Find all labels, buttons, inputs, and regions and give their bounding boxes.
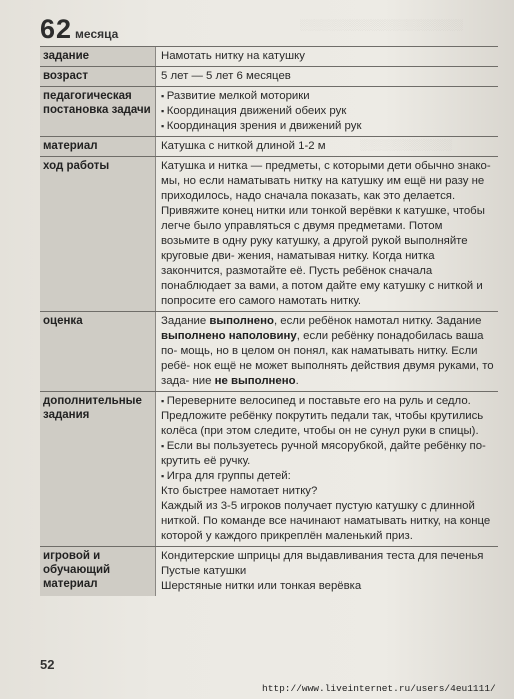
row-value: Намотать нитку на катушку xyxy=(161,50,305,62)
bleed-through-text: ░░░░░░░░░░░░░░░░░░░░░░░ xyxy=(300,20,463,31)
extra-item: ▪ Если вы пользуетесь ручной мясорубкой, дайте ребёнку по- крутить её ручку. xyxy=(161,439,494,469)
row-value: 5 лет — 5 лет 6 месяцев xyxy=(161,70,291,82)
procedure-text: Катушка и нитка — предметы, с которыми дети обычно знако- мы, но если наматывать нитку на катушку им ещё ни разу не приходилось, надо сначала показать, как это делается. Привяжите конец нитки или тонкой верёвки к катушке, чтобы легче было управляться с двумя предметами. xyxy=(161,160,491,232)
evaluation-text: Задание xyxy=(161,315,210,327)
procedure-text: Потом возьмите в одну руку катушку, а другой рукой выполняйте круговые дви- жения, наматывая нитку. Когда нитка закончится, размотайте её. Пусть ребёнок сначала понаблюдает за вами, а потом дайте ему катушку с ниткой и попросите его самого намотать нитку. xyxy=(161,220,483,307)
row-label: возраст xyxy=(40,67,156,86)
row-procedure xyxy=(40,157,498,312)
row-label: педагогическая постановка задачи xyxy=(40,87,156,136)
goal-item: ▪ Координация движений обеих рук xyxy=(161,104,494,119)
page-number: 52 xyxy=(40,657,55,672)
row-material xyxy=(40,137,498,157)
row-task xyxy=(40,46,498,67)
game-text: Каждый из 3-5 игроков получает пустую катушку с длинной ниткой. По команде все начинают наматывать нитку, на конце которой у каждого прикреплён маленький приз. xyxy=(161,500,491,542)
row-label: оценка xyxy=(40,312,156,391)
extra-item: ▪ Игра для группы детей: xyxy=(161,469,494,484)
material-line: Кондитерские шприцы для выдавливания теста для печенья xyxy=(161,550,484,562)
month-unit: месяца xyxy=(75,27,119,41)
extra-item: ▪ Переверните велосипед и поставьте его на руль и седло. Предложите ребёнку покрутить педали так, чтобы крутились колёса (при этом следите, чтобы он не сунул руки в спицы). xyxy=(161,394,494,439)
evaluation-emphasis: не выполнено xyxy=(214,375,296,387)
row-value: Катушка с ниткой длиной 1-2 м xyxy=(161,140,326,152)
row-value xyxy=(156,87,498,136)
source-url[interactable]: http://www.liveinternet.ru/users/4eu1111/ xyxy=(262,683,496,694)
evaluation-text: , если ребёнку понадобилась ваша по- мощь, но в целом он понял, как наматывать нитку. Если ребё- нок ещё не может выполнять действия двумя руками, то зада- ние xyxy=(161,330,494,387)
evaluation-text: . xyxy=(295,375,299,387)
row-age xyxy=(40,67,498,87)
row-evaluation xyxy=(40,312,498,392)
task-table xyxy=(40,46,498,596)
evaluation-text: , если ребёнок намотал нитку. Задание xyxy=(273,315,482,327)
material-line: Шерстяные нитки или тонкая верёвка xyxy=(161,580,362,592)
goal-item: ▪ Координация зрения и движений рук xyxy=(161,119,494,134)
row-goals xyxy=(40,87,498,137)
row-value xyxy=(156,392,498,546)
row-play-material xyxy=(40,547,498,596)
material-line: Пустые катушки xyxy=(161,565,247,577)
evaluation-emphasis: выполнено xyxy=(209,315,274,327)
row-value xyxy=(156,157,498,311)
evaluation-emphasis: выполнено наполовину xyxy=(161,330,297,342)
month-number: 62 xyxy=(40,14,73,44)
page-header xyxy=(40,14,118,45)
bleed-through-text: ░░░░░░░░░░░░░ xyxy=(360,140,453,151)
row-extra xyxy=(40,392,498,547)
row-label: задание xyxy=(40,47,156,66)
row-label: материал xyxy=(40,137,156,156)
goal-item: ▪ Развитие мелкой моторики xyxy=(161,89,494,104)
row-value xyxy=(156,547,498,596)
row-value xyxy=(156,312,498,391)
row-label: дополнительные задания xyxy=(40,392,156,546)
row-label: ход работы xyxy=(40,157,156,311)
row-label: игровой и обучающий материал xyxy=(40,547,156,596)
game-title: Кто быстрее намотает нитку? xyxy=(161,485,318,497)
